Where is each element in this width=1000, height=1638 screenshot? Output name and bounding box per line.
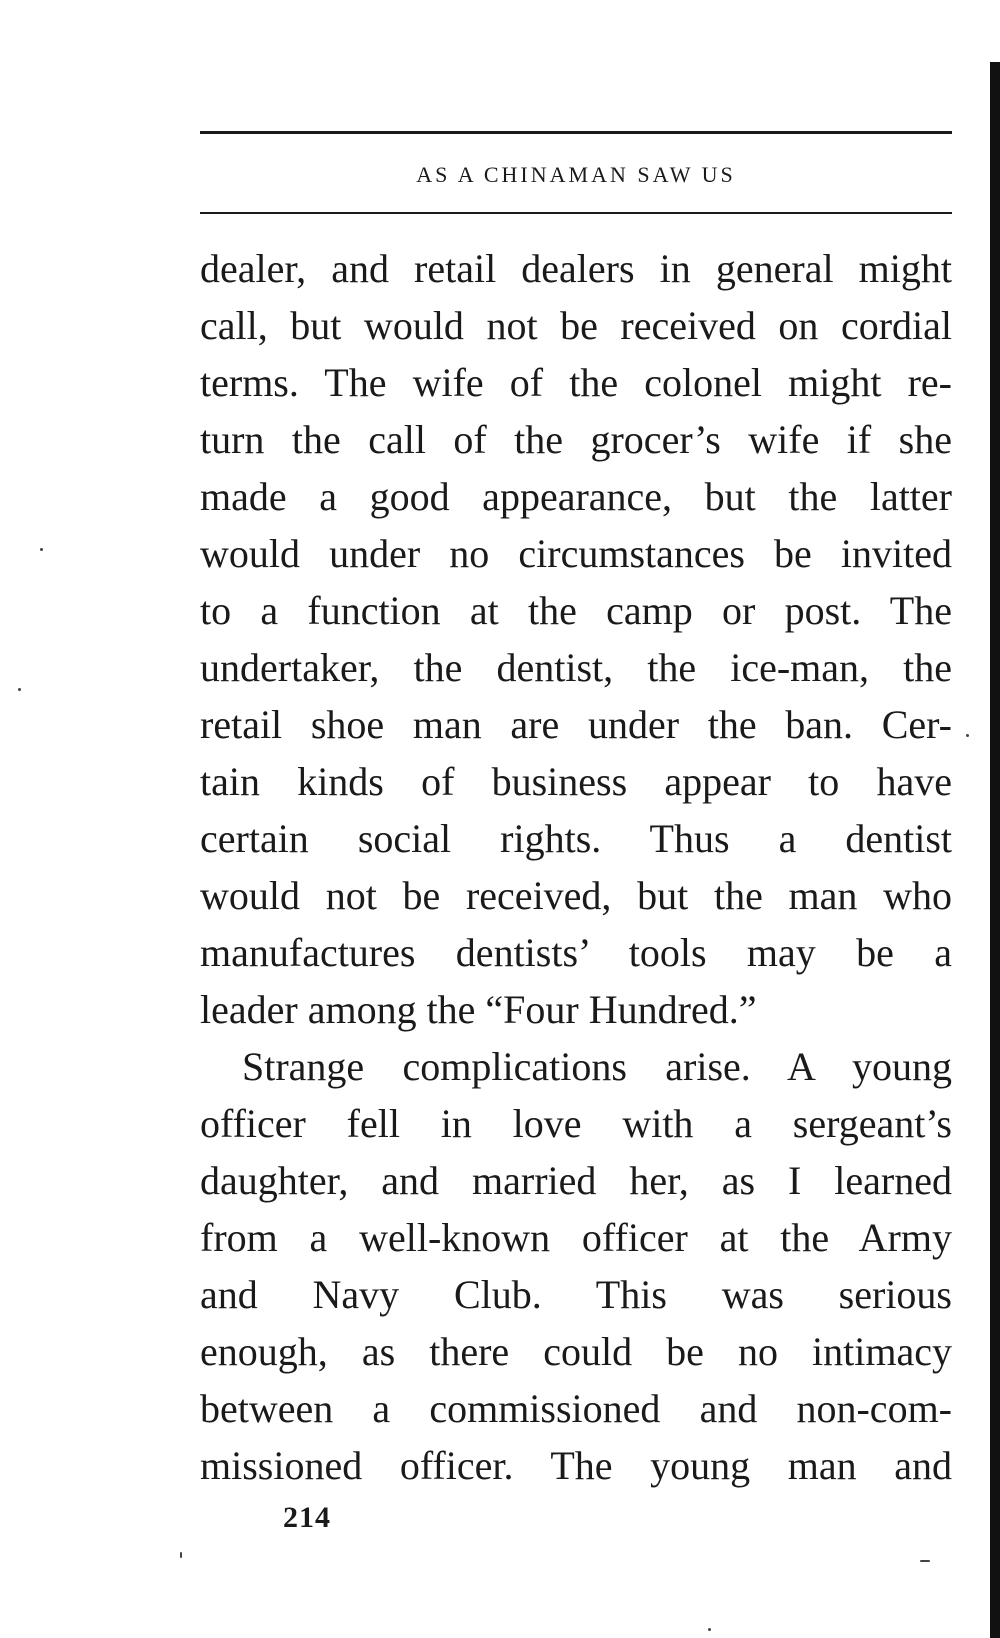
text-line: turn the call of the grocer’s wife if she [200,417,952,462]
text-line: manufactures dentists’ tools may be a [200,930,952,975]
text-line: enough, as there could be no intimacy [200,1329,952,1374]
text-line: to a function at the camp or post. The [200,588,952,633]
print-speck [966,734,969,737]
print-speck [708,1628,711,1631]
body-text [200,240,952,1494]
page-number: 214 [283,1501,331,1534]
text-line: officer fell in love with a sergeant’s [200,1101,952,1146]
running-head: AS A CHINAMAN SAW US [416,162,736,187]
text-line: would not be received, but the man who [200,873,952,918]
header-rule-bottom [200,212,952,214]
text-line: undertaker, the dentist, the ice-man, the [200,645,952,690]
print-speck [18,688,21,691]
print-speck [920,1560,930,1562]
header-rule-top [200,131,952,134]
text-line: terms. The wife of the colonel might re- [200,360,952,405]
text-line: dealer, and retail dealers in general might [200,246,952,291]
text-line: leader among the “Four Hundred.” [200,987,757,1032]
text-line: certain social rights. Thus a dentist [200,816,952,861]
text-line: tain kinds of business appear to have [200,759,952,804]
text-line: from a well-known officer at the Army [200,1215,952,1260]
page-edge-shadow [990,62,1000,1638]
text-line: would under no circumstances be invited [200,531,952,576]
text-line: and Navy Club. This was serious [200,1272,952,1317]
text-line: between a commissioned and non-com- [200,1386,952,1431]
text-line: retail shoe man are under the ban. Cer- [200,702,952,747]
print-speck [180,1552,182,1558]
text-line: missioned officer. The young man and [200,1443,952,1488]
print-speck [40,548,43,551]
text-line: daughter, and married her, as I learned [200,1158,952,1203]
text-line: call, but would not be received on cordial [200,303,952,348]
text-line: made a good appearance, but the latter [200,474,952,519]
text-line-paragraph-start: Strange complications arise. A young [242,1044,952,1089]
